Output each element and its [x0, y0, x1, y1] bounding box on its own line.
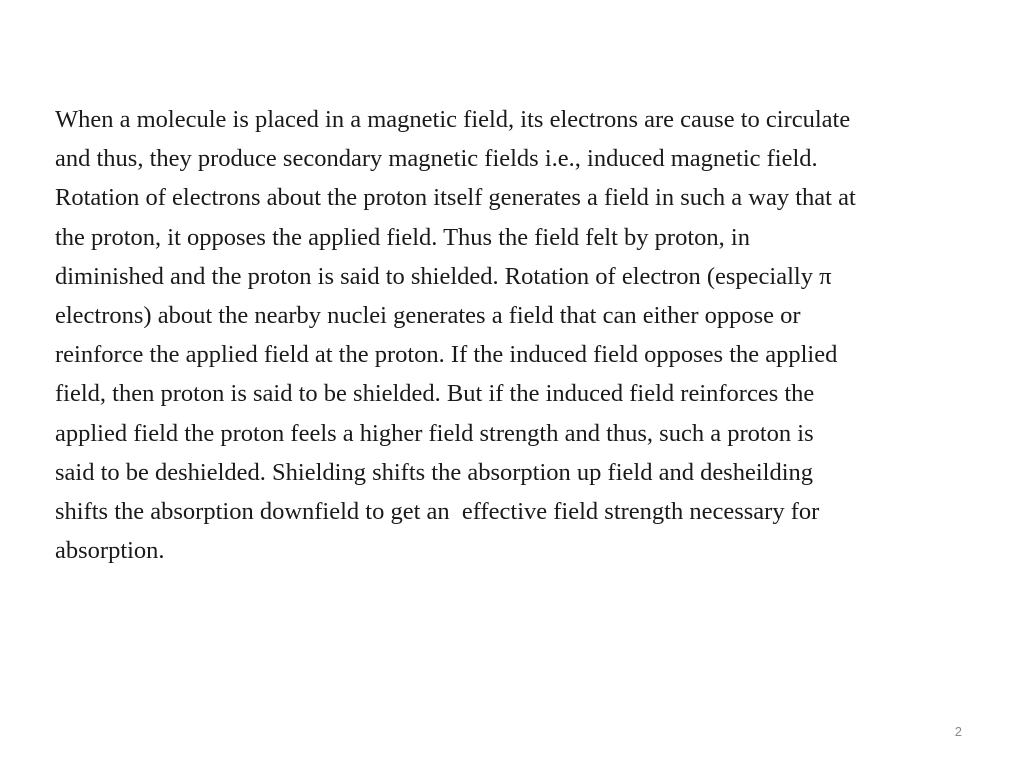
paragraph-line: absorption. — [55, 537, 165, 565]
page-number: 2 — [954, 724, 962, 739]
paragraph-line: When a molecule is placed in a magnetic field, its electrons are cause to circulate — [55, 106, 851, 133]
paragraph-line: field, then proton is said to be shielded. But if the induced field reinforces the — [55, 380, 815, 408]
paragraph-line: Rotation of electrons about the proton itself generates a field in such a way that at — [55, 184, 856, 212]
paragraph-line: diminished and the proton is said to shielded. Rotation of electron (especially π — [55, 262, 832, 290]
paragraph-line: shifts the absorption downfield to get an effective field strength necessary for — [55, 498, 820, 526]
paragraph-line: applied field the proton feels a higher field strength and thus, such a proton is — [55, 419, 814, 447]
body-paragraph — [55, 100, 1000, 570]
paragraph-line: reinforce the applied field at the proton. If the induced field opposes the applied — [55, 341, 838, 369]
paragraph-line: the proton, it opposes the applied field. Thus the field felt by proton, in — [55, 223, 750, 251]
paragraph-line: electrons) about the nearby nuclei generates a field that can either oppose or — [55, 302, 801, 330]
paragraph-line: and thus, they produce secondary magnetic fields i.e., induced magnetic field. — [55, 145, 818, 173]
paragraph-line: said to be deshielded. Shielding shifts the absorption up field and desheilding — [55, 458, 814, 486]
